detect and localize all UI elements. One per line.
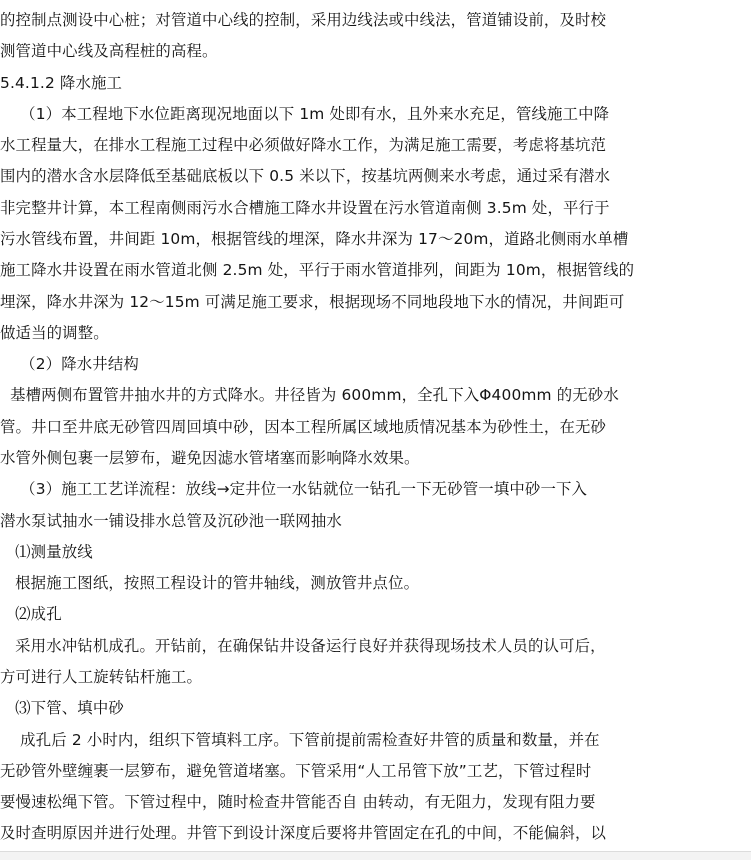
text-line: 基槽两侧布置管井抽水井的方式降水。井径皆为 600mm，全孔下入Φ400mm 的无砂水	[0, 386, 619, 404]
text-line: 潜水泵试抽水一铺设排水总管及沉砂池一联网抽水	[0, 512, 342, 530]
step-heading: ⑶下管、填中砂	[0, 699, 124, 717]
text-line: 水管外侧包裹一层箩布，避免因滤水管堵塞而影响降水效果。	[0, 449, 420, 467]
section-heading: 5.4.1.2 降水施工	[0, 74, 123, 92]
text-line: 采用水冲钻机成孔。开钻前，在确保钻井设备运行良好并获得现场技术人员的认可后，	[0, 637, 606, 655]
text-line: 污水管线布置，井间距 10m，根据管线的埋深，降水井深为 17～20m，道路北侧雨水单槽	[0, 230, 629, 248]
text-line: 管。井口至井底无砂管四周回填中砂，因本工程所属区域地质情况基本为砂性土，在无砂	[0, 418, 607, 436]
subsection-heading: （2）降水井结构	[0, 355, 139, 373]
text-line: 测管道中心线及高程桩的高程。	[0, 42, 218, 60]
text-line: 做适当的调整。	[0, 324, 109, 342]
text-line: 要慢速松绳下管。下管过程中，随时检查井管能否自 由转动，有无阻力，发现有阻力要	[0, 793, 596, 811]
text-line: 无砂管外壁缠裹一层箩布，避免管道堵塞。下管采用“人工吊管下放”工艺，下管过程时	[0, 762, 592, 780]
step-heading: ⑴测量放线	[0, 543, 93, 561]
subsection-heading: （3）施工工艺详流程：放线→定井位一水钻就位一钻孔一下无砂管一填中砂一下入	[0, 480, 588, 498]
text-line: 根据施工图纸，按照工程设计的管井轴线，测放管井点位。	[0, 574, 420, 592]
text-line: 水工程量大，在排水工程施工过程中必须做好降水工作，为满足施工需要，考虑将基坑范	[0, 136, 607, 154]
text-line: 非完整井计算，本工程南侧雨污水合槽施工降水井设置在污水管道南侧 3.5m 处，平行于	[0, 199, 610, 217]
text-line: （1）本工程地下水位距离现况地面以下 1m 处即有水，且外来水充足，管线施工中降	[0, 105, 610, 123]
text-line: 围内的潜水含水层降低至基础底板以下 0.5 米以下，按基坑两侧来水考虑，通过采有潜水	[0, 167, 611, 185]
step-heading: ⑵成孔	[0, 605, 62, 623]
text-line: 及时查明原因并进行处理。井管下到设计深度后要将井管固定在孔的中间，不能偏斜，以	[0, 824, 607, 842]
text-line: 成孔后 2 小时内，组织下管填料工序。下管前提前需检查好井管的质量和数量，并在	[0, 731, 600, 749]
text-line: 的控制点测设中心桩；对管道中心线的控制，采用边线法或中线法，管道铺设前，及时校	[0, 11, 607, 29]
text-line: 施工降水井设置在雨水管道北侧 2.5m 处，平行于雨水管道排列，间距为 10m，根据管线的	[0, 261, 635, 279]
text-line: 方可进行人工旋转钻杆施工。	[0, 668, 203, 686]
text-line: 埋深，降水井深为 12～15m 可满足施工要求，根据现场不同地段地下水的情况，井间距可	[0, 293, 625, 311]
